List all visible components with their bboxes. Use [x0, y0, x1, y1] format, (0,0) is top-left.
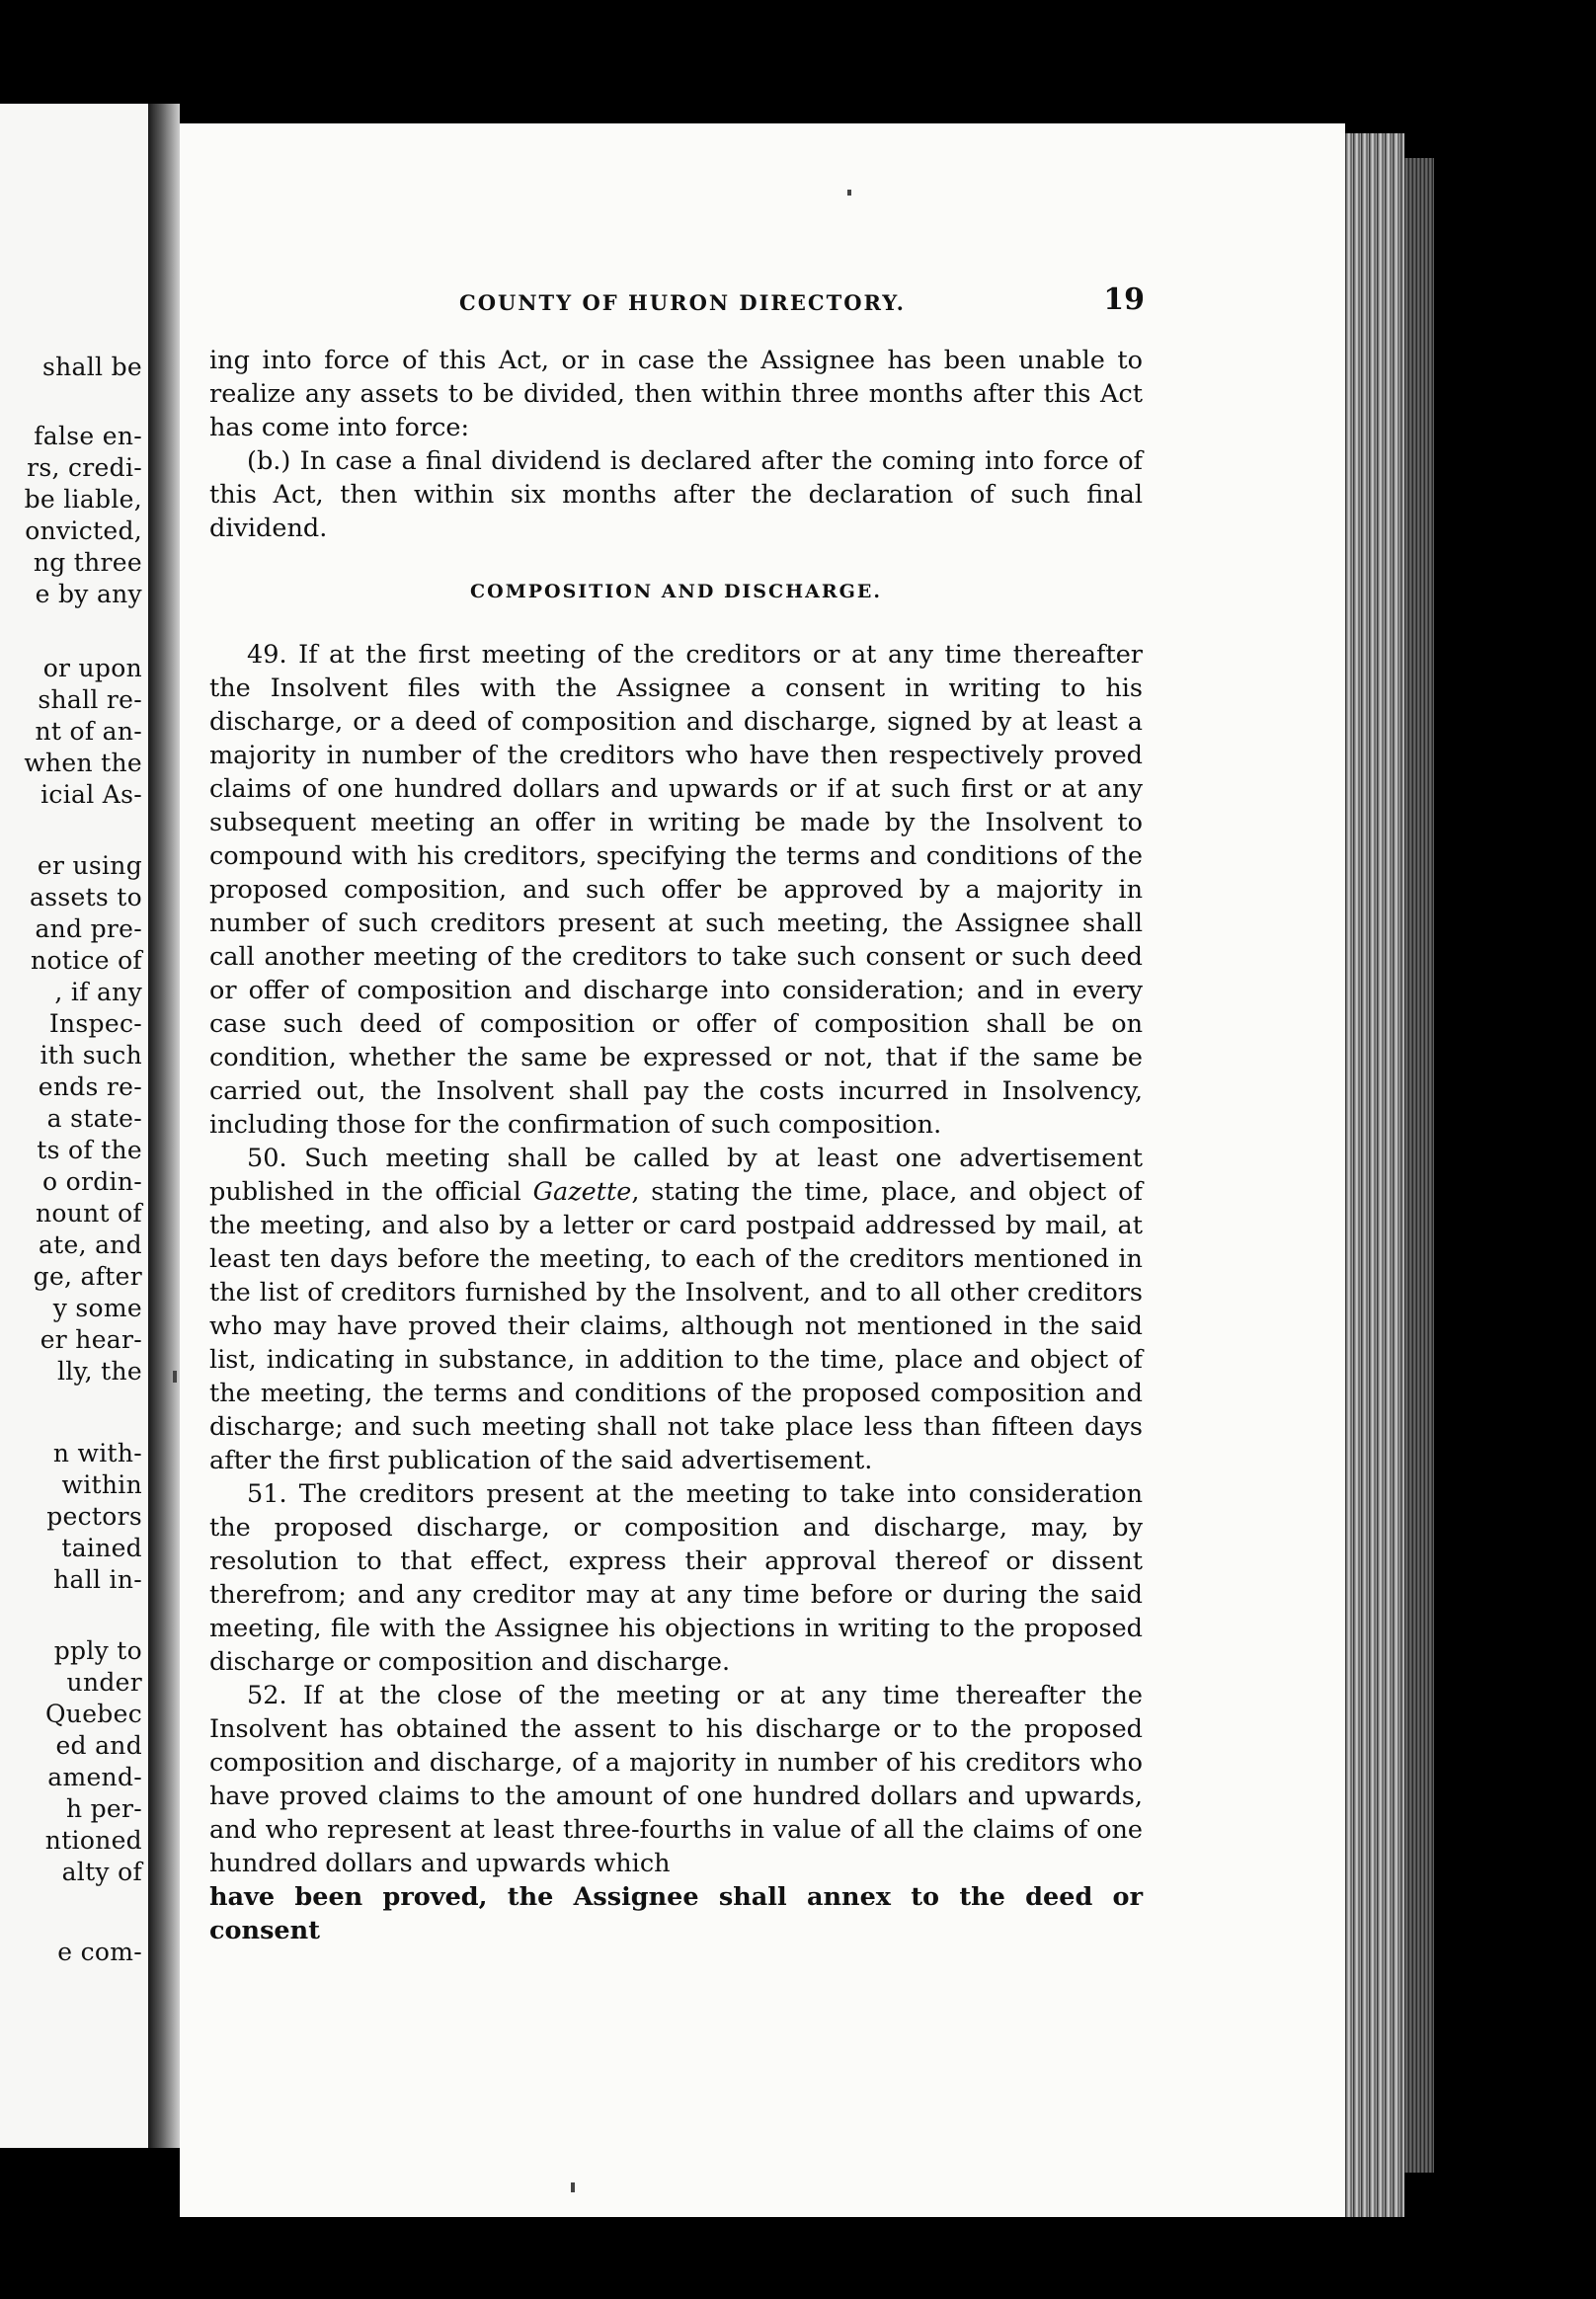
section-52: 52. If at the close of the meeting or at any time thereafter the Insolvent has obtained the assent to his discharge or to the proposed composition and discharge, of a majority in number of his creditors who have proved claims to the amount of one hundred dollars and upwards, and who represent at least three-fourths in value of all the claims of one hundred dollars and upwards which [209, 1681, 1143, 1878]
facing-page-line: when the [24, 749, 142, 777]
facing-page-line: er using [37, 851, 142, 880]
speck [847, 190, 851, 196]
facing-page-line: icial As- [40, 780, 142, 809]
continuation-paragraph: ing into force of this Act, or in case the Assignee has been unable to realize any assets to be divided, then within three months after this Act has come into force: [209, 346, 1143, 442]
section-50 [209, 1142, 1143, 1477]
speck [173, 1371, 177, 1383]
facing-page-line: amend- [47, 1763, 142, 1791]
facing-page-line: o ordin- [42, 1167, 142, 1196]
book-gutter [148, 104, 180, 2148]
facing-page-line: ends re- [38, 1072, 142, 1101]
section-51: 51. The creditors present at the meeting to take into consideration the proposed discharge, or composition and discharge, may, by resolution to that effect, express their approval thereof or dissent therefrom; and any creditor may at any time before or during the said meeting, file with the Assignee his objections in writing to the proposed discharge or composition and discharge. [209, 1479, 1143, 1677]
section-heading: COMPOSITION AND DISCHARGE. [470, 581, 882, 602]
facing-page-line: under [66, 1668, 142, 1697]
facing-page-line: ith such [40, 1041, 142, 1070]
facing-page-line: alty of [61, 1858, 142, 1886]
facing-page [0, 104, 148, 2148]
facing-page-line: a state- [46, 1104, 142, 1133]
facing-page-line: Inspec- [48, 1009, 142, 1038]
clause-b: (b.) In case a final dividend is declared after the coming into force of this Act, then within six months after the declaration of such final dividend. [209, 446, 1143, 543]
page-body [209, 344, 1143, 1947]
section-49: 49. If at the first meeting of the creditors or at any time thereafter the Insolvent files with the Assignee a consent in writing to his discharge, or a deed of composition and discharge, signed by at least a majority in number of the creditors who have then respectively proved claims of one hundred dollars and upwards or if at such first or at any subsequent meeting an offer in writing be made by the Insolvent to compound with his creditors, specifying the terms and conditions of the proposed composition, and such offer be approved by a majority in number of such creditors present at such meeting, the Assignee shall call another meeting of the creditors to take such consent or such deed or offer of composition and discharge into consideration; and in every case such deed of composition or offer of composition shall be on condition, whether the same be expressed or not, that if the same be carried out, the Insolvent shall pay the costs incurred in Insolvency, including those for the confirmation of such composition. [209, 640, 1143, 1140]
facing-page-line: ed and [55, 1731, 142, 1760]
facing-page-line: onvicted, [25, 516, 142, 545]
page-header [207, 282, 1151, 326]
facing-page-line: Quebec [45, 1700, 142, 1728]
facing-page-line: ts of the [37, 1136, 142, 1164]
facing-page-line: pply to [53, 1636, 142, 1665]
facing-page-line: e com- [57, 1938, 142, 1966]
facing-page-line: rs, credi- [27, 453, 142, 482]
facing-page-line: e by any [35, 580, 142, 608]
facing-page-line: pectors [46, 1502, 142, 1531]
facing-page-line: or upon [42, 654, 142, 682]
facing-page-line: ng three [33, 548, 142, 577]
facing-page-line: ge, after [33, 1262, 142, 1291]
facing-page-line: shall be [42, 353, 142, 381]
facing-page-line: false en- [34, 422, 142, 450]
facing-page-line: tained [61, 1534, 142, 1562]
gazette-italic: Gazette [532, 1177, 632, 1207]
facing-page-line: er hear- [40, 1325, 142, 1354]
running-head: COUNTY OF HURON DIRECTORY. [459, 290, 906, 315]
facing-page-line: within [61, 1470, 142, 1499]
page-edges-outer [1404, 158, 1434, 2173]
facing-page-line: and pre- [35, 914, 142, 943]
facing-page-line: hall in- [53, 1565, 142, 1594]
facing-page-line: y some [52, 1294, 142, 1322]
page-number: 19 [1103, 282, 1145, 317]
facing-page-line: nt of an- [35, 717, 142, 746]
facing-page-line: notice of [31, 946, 142, 975]
facing-page-line: assets to [30, 883, 142, 912]
facing-page-line: shall re- [38, 685, 142, 714]
page-edges [1345, 133, 1404, 2217]
speck [571, 2182, 575, 2192]
facing-page-line: be liable, [24, 485, 142, 514]
facing-page-line: , if any [54, 978, 142, 1006]
facing-page-line: lly, the [56, 1357, 142, 1386]
facing-page-line: n with- [52, 1439, 142, 1467]
facing-page-line: ntioned [44, 1826, 142, 1855]
facing-page-line: nount of [35, 1199, 142, 1228]
section-50-text-b: , stating the time, place, and object of the meeting, and also by a letter or card postpaid addressed by mail, at least ten days before the meeting, to each of the creditors mentioned in the list of creditors furnished by the Insolvent, and to all other creditors who may have proved their claims, although not mentioned in the said list, indicating in substance, in addition to the time, place and object of the meeting, the terms and conditions of the proposed composition and discharge; and such meeting shall not take place less than fifteen days after the first publication of the said advertisement. [209, 1177, 1143, 1475]
facing-page-line: h per- [65, 1794, 142, 1823]
section-52-last-line: have been proved, the Assignee shall annex to the deed or consent [209, 1882, 1143, 1945]
section-50-text-a: 50. Such meeting shall be called by at least one advertisement published in the official [209, 1144, 1143, 1207]
facing-page-line: ate, and [38, 1230, 142, 1259]
